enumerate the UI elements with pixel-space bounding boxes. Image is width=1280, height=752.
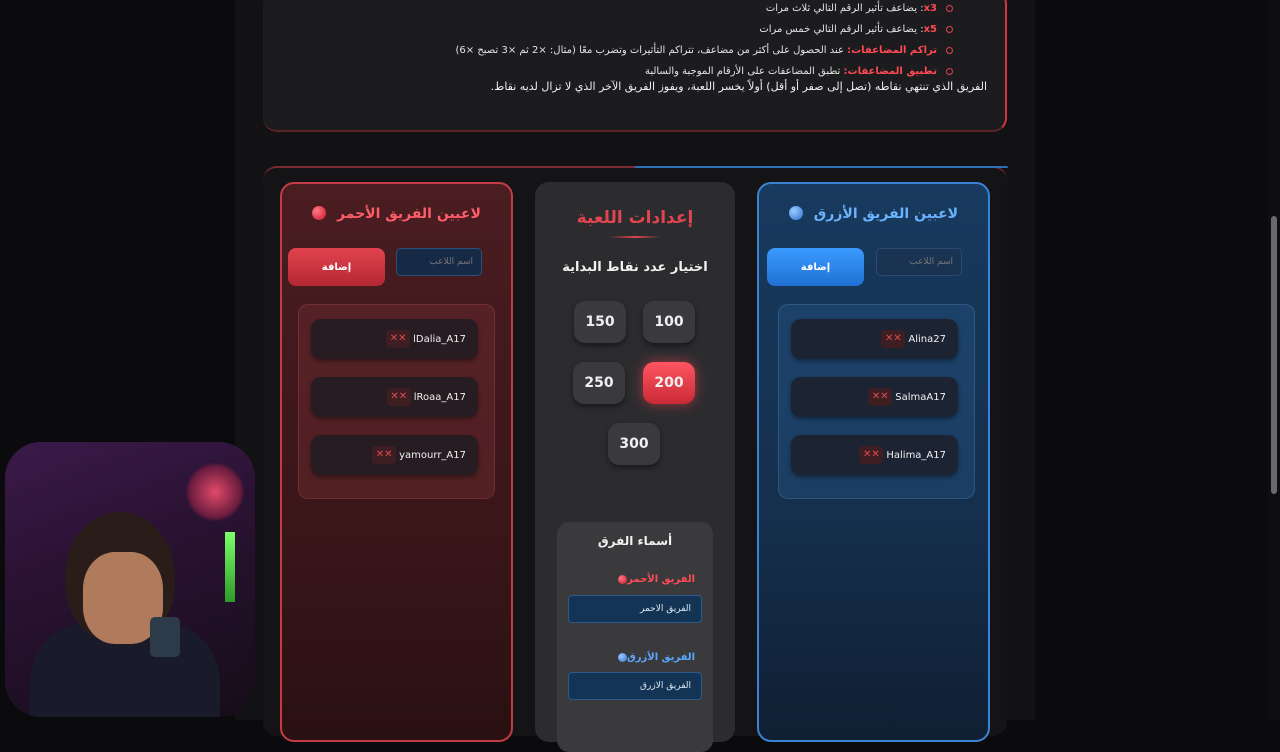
- list-item: [311, 377, 478, 417]
- delete-player-button[interactable]: ✕✕: [859, 446, 883, 464]
- player-name: lDalia_A17: [413, 333, 466, 345]
- rule-key: تراكم المضاعفات:: [847, 45, 937, 56]
- blue-team-name-label: [615, 652, 695, 663]
- rules-footer: الفريق الذي تنتهي نقاطه (تصل إلى صفر أو أقل) أولاً يخسر اللعبة، ويفوز الفريق الآخر الذي لا تزال لديه نقاط.: [490, 80, 987, 93]
- list-item: [311, 319, 478, 359]
- title-underline: [609, 236, 661, 238]
- player-name: yamourr_A17: [399, 449, 466, 461]
- delete-player-button[interactable]: ✕✕: [868, 388, 892, 406]
- phone: [150, 617, 180, 657]
- delete-player-button[interactable]: ✕✕: [372, 446, 396, 464]
- team-names-box: [557, 522, 713, 752]
- player-name: Halima_A17: [886, 449, 946, 461]
- rule-text: يضاعف تأثير الرقم التالي ثلاث مرات: [765, 3, 918, 14]
- webcam-overlay: [5, 442, 255, 717]
- blue-team-panel: [757, 182, 990, 742]
- bullet-icon: [946, 26, 953, 33]
- blue-ball-icon: [618, 653, 627, 662]
- list-item: [791, 319, 958, 359]
- list-item: [311, 435, 478, 475]
- list-item: [791, 377, 958, 417]
- blue-team-title: [759, 206, 988, 222]
- red-ball-icon: [618, 575, 627, 584]
- start-points-label: اختيار عدد نقاط البداية: [562, 260, 708, 275]
- bullet-icon: [946, 5, 953, 12]
- points-option-150[interactable]: 150: [574, 301, 626, 343]
- rule-item: [293, 40, 953, 61]
- rule-text: عند الحصول على أكثر من مضاعف، تتراكم التأثيرات وتضرب معًا (مثال: ×2 ثم ×3 تصبح ×6): [455, 45, 844, 56]
- page-scrollbar[interactable]: [1268, 0, 1280, 720]
- rule-item: [293, 61, 953, 82]
- points-option-300[interactable]: 300: [608, 423, 660, 465]
- blue-add-player-button[interactable]: إضافة: [767, 248, 864, 286]
- player-name: SalmaA17: [895, 391, 946, 403]
- points-option-200[interactable]: 200: [643, 362, 695, 404]
- red-team-name-input[interactable]: [568, 595, 702, 623]
- rule-key: تطبيق المضاعفات:: [843, 66, 937, 77]
- blue-ball-icon: [789, 206, 803, 220]
- red-team-name-label-text: الفريق الأحمر: [627, 574, 695, 585]
- delete-player-button[interactable]: ✕✕: [387, 388, 411, 406]
- rule-item: x3: يضاعف تأثير الرقم التالي ثلاث مرات: [293, 0, 953, 19]
- background-light: [185, 462, 245, 522]
- scrollbar-thumb[interactable]: [1271, 216, 1277, 494]
- list-item: [791, 435, 958, 475]
- red-team-panel: [280, 182, 513, 742]
- red-team-title: [282, 206, 511, 222]
- blue-player-name-input[interactable]: [876, 248, 962, 276]
- team-names-title: أسماء الفرق: [597, 534, 673, 548]
- red-add-player-button[interactable]: إضافة: [288, 248, 385, 286]
- rule-item: x5: يضاعف تأثير الرقم التالي خمس مرات: [293, 19, 953, 40]
- red-ball-icon: [312, 206, 326, 220]
- player-name: lRoaa_A17: [413, 391, 466, 403]
- delete-player-button[interactable]: ✕✕: [881, 330, 905, 348]
- blue-team-name-input[interactable]: [568, 672, 702, 700]
- red-team-title-text: لاعبين الفريق الأحمر: [336, 206, 481, 222]
- rule-key: x5: [923, 24, 937, 35]
- blue-players-list: [778, 304, 975, 499]
- game-settings-panel: [535, 182, 735, 742]
- rules-card: [263, 0, 1007, 132]
- red-players-list: [298, 304, 495, 499]
- blue-team-title-text: لاعبين الفريق الأزرق: [813, 206, 959, 222]
- points-option-250[interactable]: 250: [573, 362, 625, 404]
- delete-player-button[interactable]: ✕✕: [386, 330, 410, 348]
- bullet-icon: [946, 68, 953, 75]
- settings-title: إعدادات اللعبة: [576, 208, 694, 228]
- player-name: Alina27: [908, 333, 946, 345]
- rule-text: يضاعف تأثير الرقم التالي خمس مرات: [759, 24, 918, 35]
- rule-text: تطبق المضاعفات على الأرقام الموجبة والسالبة: [644, 66, 841, 77]
- red-player-name-input[interactable]: [396, 248, 482, 276]
- bullet-icon: [946, 47, 953, 54]
- background-light: [225, 532, 235, 602]
- red-team-name-label: [615, 574, 695, 585]
- points-option-100[interactable]: 100: [643, 301, 695, 343]
- rule-key: x3: [923, 3, 937, 14]
- rules-list: [293, 0, 953, 82]
- blue-team-name-label-text: الفريق الأزرق: [626, 652, 695, 663]
